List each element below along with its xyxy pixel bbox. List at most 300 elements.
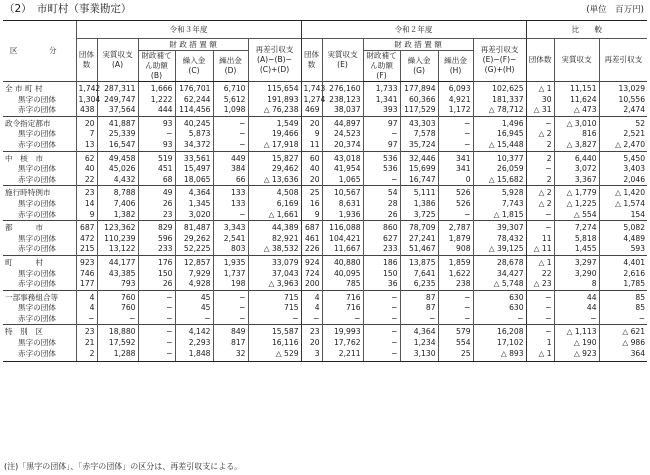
table-cell: 41,887	[97, 116, 138, 129]
table-cell: 16,208	[473, 325, 526, 338]
table-cell: 198	[213, 279, 248, 290]
row-label: 赤字の団体	[18, 105, 56, 115]
table-cell: 43,385	[97, 269, 138, 280]
table-cell: 3,290	[554, 269, 599, 280]
table-cell: 5,818	[554, 234, 599, 245]
table-cell: 2	[526, 140, 554, 151]
table-cell: △ 2	[526, 129, 554, 140]
table-cell: 2,521	[599, 129, 647, 140]
table-cell: 23	[138, 210, 175, 221]
table-cell: 44	[554, 290, 599, 303]
table-cell: 16	[301, 199, 322, 210]
table-cell: 60,366	[400, 95, 438, 106]
table-cell: △ 13,636	[248, 175, 301, 186]
table-cell: 461	[301, 234, 322, 245]
table-cell: 20,374	[322, 140, 363, 151]
table-cell: 68	[138, 175, 175, 186]
table-cell: 45	[175, 290, 213, 303]
table-cell: 200	[301, 279, 322, 290]
table-cell: 19,993	[322, 325, 363, 338]
table-cell: 154	[599, 210, 647, 221]
table-row	[3, 314, 647, 325]
table-cell: 17,102	[473, 338, 526, 349]
table-cell: 22	[526, 269, 554, 280]
table-cell: 5,928	[473, 186, 526, 199]
row-label: 赤字の団体	[18, 139, 56, 149]
table-cell: −	[473, 314, 526, 325]
row-label: 赤字の団体	[18, 244, 56, 254]
table-cell: 760	[97, 290, 138, 303]
table-cell: 4	[76, 303, 97, 314]
table-cell: △ 2,470	[599, 140, 647, 151]
table-cell: 123,362	[97, 221, 138, 234]
table-cell: 20	[76, 116, 97, 129]
table-cell: 3,072	[554, 164, 599, 175]
table-cell: 81,487	[175, 221, 213, 234]
table-cell: −	[213, 210, 248, 221]
row-label: 赤字の団体	[3, 349, 76, 362]
table-cell: 627	[363, 234, 400, 245]
table-cell: 78,709	[400, 221, 438, 234]
table-cell: 3,367	[554, 175, 599, 186]
table-cell: 41,954	[322, 164, 363, 175]
table-cell: −	[526, 164, 554, 175]
header-dantai-r2: 団体数	[301, 39, 322, 82]
table-cell: 630	[473, 303, 526, 314]
table-cell: 7,274	[554, 221, 599, 234]
table-cell: 1,622	[438, 269, 473, 280]
table-cell: 32	[213, 349, 248, 362]
table-cell: 1,386	[400, 199, 438, 210]
header-kuridashi-r3: 繰出金(D)	[213, 51, 248, 82]
table-cell: 1,172	[438, 105, 473, 116]
table-cell: 341	[438, 151, 473, 164]
table-cell: 82,921	[248, 234, 301, 245]
table-cell: 37,043	[248, 269, 301, 280]
table-cell: 536	[363, 151, 400, 164]
table-row	[3, 199, 647, 210]
table-cell: 4	[76, 290, 97, 303]
header-kubun: 区 分	[3, 21, 76, 82]
table-cell: 34,372	[175, 140, 213, 151]
table-cell: △ 554	[554, 210, 599, 221]
table-cell: −	[526, 290, 554, 303]
table-cell: 16,945	[473, 129, 526, 140]
table-cell: −	[138, 325, 175, 338]
table-cell: 85	[599, 303, 647, 314]
table-cell: 40	[301, 164, 322, 175]
table-cell: △ 621	[599, 325, 647, 338]
table-row	[3, 210, 647, 221]
table-row	[3, 244, 647, 255]
row-label: 黒字の団体	[18, 198, 56, 208]
footnote: (注)「黒字の団体」、「赤字の団体」の区分は、再差引収支による。	[4, 462, 243, 471]
table-cell: 8,631	[322, 199, 363, 210]
table-cell: 10,567	[322, 186, 363, 199]
table-row	[3, 105, 647, 116]
row-label: 町 村	[3, 255, 76, 268]
table-cell: 15,497	[175, 164, 213, 175]
table-cell: 181,337	[473, 95, 526, 106]
table-cell: 4,401	[599, 255, 647, 268]
table-cell: 2,474	[599, 105, 647, 116]
table-header	[3, 21, 647, 82]
table-cell: △ 3,827	[554, 140, 599, 151]
table-cell: 25	[438, 349, 473, 362]
table-cell: 22	[76, 175, 97, 186]
table-cell: △ 78,712	[473, 105, 526, 116]
table-cell: −	[138, 349, 175, 362]
table-cell: 44,177	[97, 255, 138, 268]
table-cell: 11	[526, 234, 554, 245]
header-zaisei-r3: 財 政 措 置 額	[138, 39, 248, 51]
table-cell: −	[438, 140, 473, 151]
table-cell: 1,065	[322, 175, 363, 186]
table-cell: 923	[76, 255, 97, 268]
table-cell: 1,382	[97, 210, 138, 221]
table-cell: −	[76, 314, 97, 325]
table-cell: 579	[438, 325, 473, 338]
header-dantai-cmp: 団体数	[526, 39, 554, 82]
table-cell: 32,446	[400, 151, 438, 164]
table-cell: 116,088	[322, 221, 363, 234]
table-cell: 4,432	[97, 175, 138, 186]
table-cell: 93	[138, 116, 175, 129]
table-cell: 102,625	[473, 82, 526, 95]
table-cell: 596	[138, 234, 175, 245]
table-body	[3, 82, 647, 362]
table-cell: 4,921	[438, 95, 473, 106]
table-cell: 6,169	[248, 199, 301, 210]
table-cell: 793	[97, 279, 138, 290]
table-row	[3, 279, 647, 290]
table-cell: 4	[301, 290, 322, 303]
table-cell: 3,130	[400, 349, 438, 362]
header-saisa-r2: 再差引収支(E)−(F)−(G)+(H)	[473, 39, 526, 82]
table-cell: 2	[526, 175, 554, 186]
table-cell: 1,496	[473, 116, 526, 129]
table-cell: 7,578	[400, 129, 438, 140]
table-cell: 28	[363, 199, 400, 210]
table-cell: 536	[363, 164, 400, 175]
table-cell: −	[213, 116, 248, 129]
table-cell: 45,026	[97, 164, 138, 175]
table-row	[3, 234, 647, 245]
table-cell: 1,288	[97, 349, 138, 362]
table-row	[3, 151, 647, 164]
table-cell: 1,733	[363, 82, 400, 95]
table-cell: 12,857	[175, 255, 213, 268]
table-cell: 716	[322, 303, 363, 314]
table-cell: 233	[138, 244, 175, 255]
table-cell: 87	[400, 303, 438, 314]
table-cell: 817	[213, 338, 248, 349]
table-cell: △ 529	[248, 349, 301, 362]
table-cell: 469	[301, 105, 322, 116]
table-cell: 472	[76, 234, 97, 245]
table-cell: 7,406	[97, 199, 138, 210]
table-cell: 7	[76, 129, 97, 140]
table-cell: 25,339	[97, 129, 138, 140]
table-cell: 27,241	[400, 234, 438, 245]
header-jisshitsu-r3: 実質収支(A)	[97, 39, 138, 82]
table-cell: 249,747	[97, 95, 138, 106]
row-label: 施行時特例市	[3, 186, 76, 199]
table-cell: 1,743	[301, 82, 322, 95]
table-cell: 526	[438, 186, 473, 199]
row-label: 赤字の団体	[18, 313, 56, 323]
table-cell: 33,561	[175, 151, 213, 164]
table-cell: 1	[526, 338, 554, 349]
table-cell: 4,142	[175, 325, 213, 338]
table-row	[3, 116, 647, 129]
table-cell: −	[138, 129, 175, 140]
header-jisshitsu-r2: 実質収支(E)	[322, 39, 363, 82]
table-cell: △ 1,225	[554, 199, 599, 210]
table-cell: −	[526, 116, 554, 129]
table-cell: 26	[138, 199, 175, 210]
table-cell: 17,762	[322, 338, 363, 349]
table-cell: 133	[213, 186, 248, 199]
table-cell: 177,894	[400, 82, 438, 95]
table-cell: 444	[138, 105, 175, 116]
row-label: 都 市	[3, 221, 76, 234]
table-cell: 117,529	[400, 105, 438, 116]
table-cell: −	[138, 303, 175, 314]
table-cell: △ 1,815	[473, 210, 526, 221]
table-cell: 6,235	[400, 279, 438, 290]
table-cell: 26,059	[473, 164, 526, 175]
table-cell: 11	[301, 140, 322, 151]
table-cell: 687	[76, 221, 97, 234]
table-cell: 36	[363, 279, 400, 290]
table-cell: 40,880	[322, 255, 363, 268]
table-cell: 384	[213, 164, 248, 175]
row-label: 特 別 区	[3, 325, 76, 338]
table-cell: 10,556	[599, 95, 647, 106]
table-cell: −	[213, 303, 248, 314]
table-cell: △ 3,010	[554, 116, 599, 129]
table-cell: 44,897	[322, 116, 363, 129]
table-cell: 4,364	[400, 325, 438, 338]
table-cell: 5,612	[213, 95, 248, 106]
unit-label: (単位 百万円)	[586, 5, 644, 15]
table-cell: −	[363, 290, 400, 303]
table-cell: 1,455	[554, 244, 599, 255]
table-cell: −	[301, 314, 322, 325]
table-cell: 1,936	[322, 210, 363, 221]
table-cell: △ 986	[599, 338, 647, 349]
table-cell: 38,037	[322, 105, 363, 116]
table-cell: 10,377	[473, 151, 526, 164]
table-cell: 62,244	[175, 95, 213, 106]
table-cell: 1,098	[213, 105, 248, 116]
table-cell: 52	[599, 116, 647, 129]
table-cell: 630	[473, 290, 526, 303]
finance-table	[3, 20, 647, 362]
table-cell: 30	[526, 95, 554, 106]
table-cell: 1,549	[248, 116, 301, 129]
table-cell: 11,624	[554, 95, 599, 106]
table-cell: 1,222	[138, 95, 175, 106]
table-caption: （2） 市町村（事業勘定）	[4, 3, 132, 15]
row-label: 中 核 市	[3, 151, 76, 164]
table-cell: 3	[301, 349, 322, 362]
table-cell: 5,873	[175, 129, 213, 140]
table-cell: −	[213, 129, 248, 140]
table-cell: 51,467	[400, 244, 438, 255]
table-cell: 1,666	[138, 82, 175, 95]
table-row	[3, 255, 647, 268]
row-label: 黒字の団体	[18, 338, 56, 348]
row-label: 黒字の団体	[18, 233, 56, 243]
table-cell: 364	[599, 349, 647, 362]
table-cell: 54	[363, 186, 400, 199]
table-cell: △ 15,682	[473, 175, 526, 186]
table-cell: 49	[138, 186, 175, 199]
table-cell: 39,307	[473, 221, 526, 234]
table-cell: 115,654	[248, 82, 301, 95]
table-cell: −	[175, 314, 213, 325]
row-label: 黒字の団体	[18, 268, 56, 278]
table-cell: △ 473	[554, 105, 599, 116]
table-cell: −	[438, 210, 473, 221]
table-cell: 6,093	[438, 82, 473, 95]
table-row	[3, 290, 647, 303]
table-cell: 829	[138, 221, 175, 234]
table-cell: 15,587	[248, 325, 301, 338]
table-cell: −	[400, 314, 438, 325]
table-cell: △ 1,574	[599, 199, 647, 210]
table-cell: 93	[138, 140, 175, 151]
table-cell: 35,724	[400, 140, 438, 151]
table-cell: 97	[363, 116, 400, 129]
table-cell: △ 38,532	[248, 244, 301, 255]
table-cell: 40	[76, 164, 97, 175]
table-cell: −	[526, 210, 554, 221]
header-kuridashi-r2: 繰出金(H)	[438, 51, 473, 82]
table-cell: 4	[301, 303, 322, 314]
table-cell: 593	[599, 244, 647, 255]
table-cell: 7,641	[400, 269, 438, 280]
table-cell: 2,211	[322, 349, 363, 362]
table-row	[3, 82, 647, 95]
table-cell: △ 15,448	[473, 140, 526, 151]
table-cell: 37,564	[97, 105, 138, 116]
table-cell: −	[554, 314, 599, 325]
table-cell: 45	[175, 303, 213, 314]
table-cell: −	[438, 116, 473, 129]
table-cell: −	[363, 325, 400, 338]
table-cell: 11,667	[322, 244, 363, 255]
table-cell: 133	[213, 199, 248, 210]
header-r3: 令和３年度	[76, 21, 301, 39]
table-cell: 1,785	[599, 279, 647, 290]
table-cell: 785	[322, 279, 363, 290]
table-cell: −	[526, 303, 554, 314]
table-cell: 803	[213, 244, 248, 255]
table-cell: 449	[213, 151, 248, 164]
table-cell: 44,389	[248, 221, 301, 234]
table-cell: 6,710	[213, 82, 248, 95]
table-cell: 97	[363, 140, 400, 151]
table-cell: △ 76,238	[248, 105, 301, 116]
table-cell: 716	[322, 290, 363, 303]
table-cell: 1,879	[438, 234, 473, 245]
header-r2: 令和２年度	[301, 21, 526, 39]
table-cell: 52,225	[175, 244, 213, 255]
table-cell: −	[97, 314, 138, 325]
table-cell: 7,743	[473, 199, 526, 210]
header-zaisei-r2: 財 政 措 置 額	[363, 39, 473, 51]
table-cell: 13	[76, 140, 97, 151]
table-cell: △ 1,420	[599, 186, 647, 199]
table-cell: 26	[363, 210, 400, 221]
header-saisa-r3: 再差引収支(A)−(B)−(C)+(D)	[248, 39, 301, 82]
table-row	[3, 129, 647, 140]
table-cell: 1,345	[175, 199, 213, 210]
table-row	[3, 175, 647, 186]
table-cell: 554	[438, 338, 473, 349]
row-label: 黒字の団体	[18, 164, 56, 174]
table-cell: 287,311	[97, 82, 138, 95]
table-cell: 233	[363, 244, 400, 255]
row-label: 全 市 町 村	[3, 82, 76, 95]
table-cell: △ 17,918	[248, 140, 301, 151]
table-cell: 16,747	[400, 175, 438, 186]
table-cell: 23	[76, 325, 97, 338]
table-cell: 4,364	[175, 186, 213, 199]
table-cell: 43,303	[400, 116, 438, 129]
table-cell: 186	[363, 255, 400, 268]
table-cell: △ 1,113	[554, 325, 599, 338]
row-label: 赤字の団体	[18, 279, 56, 289]
table-cell: 2,787	[438, 221, 473, 234]
table-cell: −	[363, 303, 400, 314]
row-label: 黒字の団体	[18, 94, 56, 104]
table-row	[3, 186, 647, 199]
table-cell: 8,788	[97, 186, 138, 199]
table-cell: 17,592	[97, 338, 138, 349]
table-cell: −	[138, 314, 175, 325]
table-cell: 215	[76, 244, 97, 255]
table-cell: −	[363, 314, 400, 325]
table-row	[3, 95, 647, 106]
table-cell: 20	[301, 175, 322, 186]
row-label: 政令指定都市	[3, 116, 76, 129]
table-cell: 1,304	[76, 95, 97, 106]
table-cell: 11,151	[554, 82, 599, 95]
table-cell: 21	[76, 338, 97, 349]
table-cell: 20	[301, 338, 322, 349]
table-row	[3, 349, 647, 362]
table-cell: −	[438, 314, 473, 325]
table-cell: 2	[526, 151, 554, 164]
table-cell: 26	[138, 279, 175, 290]
table-cell: △ 11	[526, 244, 554, 255]
table-cell: 687	[301, 221, 322, 234]
table-cell: 1,341	[363, 95, 400, 106]
table-cell: △ 23	[526, 279, 554, 290]
table-cell: 860	[363, 221, 400, 234]
table-cell: 715	[248, 290, 301, 303]
row-label: 赤字の団体	[18, 174, 56, 184]
table-row	[3, 269, 647, 280]
table-cell: △ 31	[526, 105, 554, 116]
table-cell: −	[599, 314, 647, 325]
table-cell: −	[363, 175, 400, 186]
table-row	[3, 221, 647, 234]
